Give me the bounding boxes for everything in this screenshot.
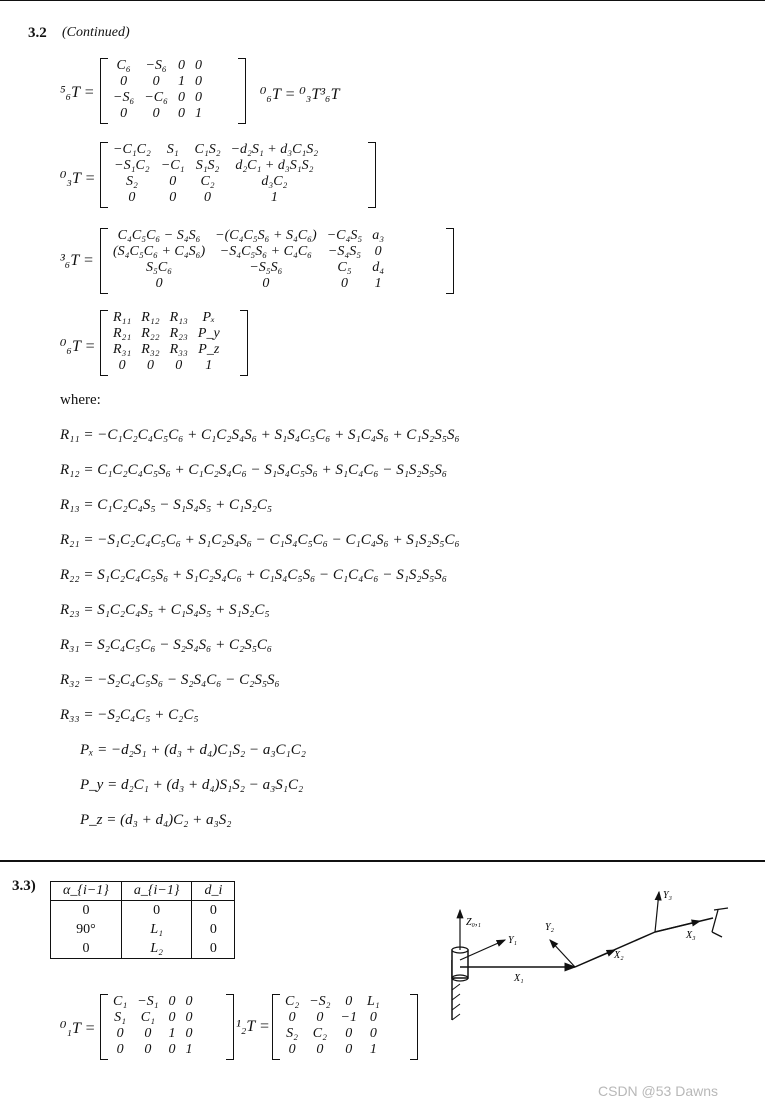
matrix-cell: −S₄S₅	[327, 244, 362, 259]
dh-parameter-table	[50, 881, 235, 959]
matrix-cell: R₁₁	[113, 310, 132, 325]
dh-cell: L₁	[121, 920, 192, 939]
matrix-cell: 0	[175, 358, 183, 373]
matrix-cell: 1	[185, 1042, 193, 1057]
matrix-cell: 0	[288, 1010, 296, 1025]
matrix-row	[108, 260, 389, 276]
matrix-cell: 1	[369, 1042, 377, 1057]
matrix-label-0-1: ⁰₁T =	[60, 1020, 96, 1037]
matrix-cell: 0	[262, 276, 270, 291]
matrix-cell: C₆	[116, 58, 131, 73]
matrix-cell: d₃C₂	[261, 174, 288, 189]
equation-r32: R₃₂ = −S₂C₄C₅S₆ − S₂S₄C₆ − C₂S₅S₆	[60, 672, 280, 688]
matrix-cell: 0	[185, 1010, 193, 1025]
matrix-row	[108, 228, 389, 244]
matrix-cell: 0	[169, 174, 177, 189]
matrix-cell: 0	[345, 1026, 353, 1041]
watermark: CSDN @53 Dawns	[598, 1083, 719, 1099]
matrix-row	[108, 174, 323, 190]
matrix-cell: 0	[118, 358, 126, 373]
matrix-row	[108, 342, 225, 358]
bracket-right	[238, 58, 246, 124]
dh-header-alpha: α_{i−1}	[51, 882, 122, 901]
matrix-cell: 0	[316, 1010, 324, 1025]
matrix-1-2	[280, 994, 385, 1058]
matrix-row	[108, 74, 207, 90]
matrix-cell: 0	[177, 90, 185, 105]
matrix-cell: C₂	[312, 1026, 327, 1041]
matrix-cell: S₂	[286, 1026, 299, 1041]
matrix-row	[108, 158, 323, 174]
section-number-3-2: 3.2	[28, 25, 47, 41]
matrix-cell: −S₆	[145, 58, 167, 73]
matrix-cell: −d₂S₁ + d₃C₁S₂	[230, 142, 319, 157]
matrix-label-5-6: ⁵₆T =	[60, 84, 95, 101]
matrix-cell: C₂	[200, 174, 215, 189]
matrix-row	[108, 1010, 198, 1026]
matrix-cell: C₁	[113, 994, 128, 1009]
matrix-row	[108, 326, 225, 342]
dh-cell: 0	[192, 939, 235, 959]
label-y2: Y₂	[545, 922, 555, 933]
section-number-3-3: 3.3)	[12, 878, 36, 894]
matrix-cell: 0	[194, 58, 202, 73]
matrix-cell: C₁S₂	[194, 142, 221, 157]
matrix-cell: a₃	[372, 228, 385, 243]
matrix-cell: R₂₂	[141, 326, 160, 341]
bracket-left	[272, 994, 280, 1060]
matrix-row	[108, 106, 207, 122]
equation-r21: R₂₁ = −S₁C₂C₄C₅C₆ + S₁C₂S₄S₆ − C₁S₄C₅C₆ − C₁C₄S₆ + S₁S₂S₅C₆	[60, 532, 460, 548]
matrix-row	[108, 994, 198, 1010]
matrix-cell: 0	[144, 1026, 152, 1041]
bracket-right	[410, 994, 418, 1060]
bracket-left	[100, 142, 108, 208]
bracket-right	[226, 994, 234, 1060]
matrix-cell: −S₁C₂	[114, 158, 150, 173]
label-y3: Y₃	[663, 890, 673, 901]
matrix-cell: 1	[194, 106, 202, 121]
matrix-row	[108, 310, 225, 326]
dh-cell: 0	[192, 920, 235, 939]
matrix-cell: C₅	[337, 260, 352, 275]
dh-cell: 0	[51, 939, 122, 959]
bracket-left	[100, 310, 108, 376]
matrix-cell: −(C₄C₅S₆ + S₄C₆)	[215, 228, 317, 243]
label-z01: Z₀,₁	[466, 917, 482, 928]
dh-cell: 0	[51, 901, 122, 921]
matrix-cell: Pₓ	[202, 310, 216, 325]
equation-r31: R₃₁ = S₂C₄C₅C₆ − S₂S₄S₆ + C₂S₅C₆	[60, 637, 273, 653]
matrix-row	[108, 142, 323, 158]
matrix-cell: 0	[194, 74, 202, 89]
matrix-row	[108, 1042, 198, 1058]
bracket-left	[100, 58, 108, 124]
matrix-cell: 0	[169, 190, 177, 205]
matrix-cell: 0	[340, 276, 348, 291]
matrix-cell: 1	[374, 276, 382, 291]
matrix-cell: −C₆	[144, 90, 168, 105]
matrix-cell: S₁	[166, 142, 179, 157]
label-x3: X₃	[686, 930, 696, 941]
matrix-product-label: ⁰₆T = ⁰₃T³₆T	[260, 86, 340, 103]
matrix-cell: 0	[177, 58, 185, 73]
bracket-right	[446, 228, 454, 294]
matrix-cell: S₁S₂	[195, 158, 220, 173]
matrix-cell: 0	[152, 74, 160, 89]
matrix-0-3	[108, 142, 323, 206]
dh-cell: 90°	[51, 920, 122, 939]
matrix-cell: R₂₁	[113, 326, 132, 341]
matrix-cell: R₁₃	[169, 310, 188, 325]
matrix-cell: −S₂	[309, 994, 331, 1009]
matrix-cell: S₁	[114, 1010, 127, 1025]
equation-r33: R₃₃ = −S₂C₄C₅ + C₂C₅	[60, 707, 199, 723]
matrix-row	[280, 994, 385, 1010]
matrix-cell: 0	[345, 994, 353, 1009]
bracket-right	[368, 142, 376, 208]
matrix-cell: C₁	[140, 1010, 155, 1025]
matrix-cell: −S₁	[137, 994, 159, 1009]
matrix-cell: 0	[345, 1042, 353, 1057]
robot-arm-figure	[430, 880, 750, 1030]
dh-cell: 0	[121, 901, 192, 921]
matrix-cell: 0	[128, 190, 136, 205]
matrix-cell: 0	[116, 1026, 124, 1041]
matrix-cell: 0	[194, 90, 202, 105]
matrix-cell: 0	[185, 994, 193, 1009]
dh-header-d: d_i	[192, 882, 235, 901]
matrix-row	[108, 1026, 198, 1042]
matrix-3-6	[108, 228, 389, 292]
matrix-cell: −1	[340, 1010, 357, 1025]
equation-py: P_y = d₂C₁ + (d₃ + d₄)S₁S₂ − a₃S₁C₂	[80, 777, 304, 793]
matrix-cell: 1	[177, 74, 185, 89]
matrix-cell: 1	[168, 1026, 176, 1041]
matrix-cell: 0	[369, 1026, 377, 1041]
equation-r23: R₂₃ = S₁C₂C₄S₅ + C₁S₄S₅ + S₁S₂C₅	[60, 602, 270, 618]
matrix-0-6	[108, 310, 225, 374]
matrix-cell: 0	[369, 1010, 377, 1025]
matrix-row	[108, 190, 323, 206]
matrix-cell: 0	[168, 1010, 176, 1025]
matrix-cell: 0	[146, 358, 154, 373]
section-divider	[0, 860, 765, 862]
matrix-row	[280, 1042, 385, 1058]
matrix-row	[280, 1010, 385, 1026]
matrix-label-0-6: ⁰₆T =	[60, 338, 96, 355]
label-x1: X₁	[514, 973, 524, 984]
label-x2: X₂	[614, 950, 624, 961]
matrix-cell: S₂	[125, 174, 138, 189]
matrix-cell: −S₆	[113, 90, 135, 105]
equation-r12: R₁₂ = C₁C₂C₄C₅S₆ + C₁C₂S₄C₆ − S₁S₄C₅S₆ + S₁C₄C₆ − S₁S₂S₅S₆	[60, 462, 448, 478]
matrix-cell: C₄C₅C₆ − S₄S₆	[117, 228, 201, 243]
matrix-cell: 1	[205, 358, 213, 373]
matrix-cell: R₃₃	[169, 342, 188, 357]
equation-r22: R₂₂ = S₁C₂C₄C₅S₆ + S₁C₂S₄C₆ + C₁S₄C₅S₆ − C₁C₄C₆ − S₁S₂S₅S₆	[60, 567, 448, 583]
matrix-cell: P_z	[198, 342, 220, 357]
section-heading-continued: (Continued)	[62, 25, 130, 40]
equation-px: Pₓ = −d₂S₁ + (d₃ + d₄)C₁S₂ − a₃C₁C₂	[80, 742, 306, 758]
matrix-cell: d₄	[372, 260, 385, 275]
matrix-cell: 0	[316, 1042, 324, 1057]
equation-pz: P_z = (d₃ + d₄)C₂ + a₃S₂	[80, 812, 232, 828]
matrix-cell: 0	[155, 276, 163, 291]
matrix-cell: R₁₂	[141, 310, 160, 325]
matrix-cell: P_y	[197, 326, 220, 341]
matrix-cell: 0	[116, 1042, 124, 1057]
matrix-row	[108, 90, 207, 106]
equation-r13: R₁₃ = C₁C₂C₄S₅ − S₁S₄S₅ + C₁S₂C₅	[60, 497, 273, 513]
dh-cell: L₂	[121, 939, 192, 959]
matrix-5-6	[108, 58, 207, 122]
matrix-row	[108, 244, 389, 260]
where-label: where:	[60, 392, 101, 408]
matrix-cell: (S₄C₅C₆ + C₄S₆)	[113, 244, 206, 259]
matrix-row	[108, 358, 225, 374]
matrix-cell: 1	[270, 190, 278, 205]
matrix-cell: R₂₃	[169, 326, 188, 341]
matrix-cell: 0	[144, 1042, 152, 1057]
matrix-cell: −C₁	[160, 158, 185, 173]
label-y1: Y₁	[508, 935, 518, 946]
matrix-cell: 0	[177, 106, 185, 121]
equation-r11: R₁₁ = −C₁C₂C₄C₅C₆ + C₁C₂S₄S₆ + S₁S₄C₅C₆ + S₁C₄S₆ + C₁S₂S₅S₆	[60, 427, 460, 443]
matrix-row	[108, 58, 207, 74]
matrix-cell: 0	[374, 244, 382, 259]
matrix-cell: 0	[120, 74, 128, 89]
matrix-cell: C₂	[285, 994, 300, 1009]
matrix-cell: −S₅S₆	[249, 260, 283, 275]
matrix-cell: R₃₁	[113, 342, 132, 357]
matrix-cell: d₂C₁ + d₃S₁S₂	[235, 158, 314, 173]
top-rule	[0, 0, 765, 1]
matrix-cell: 0	[185, 1026, 193, 1041]
bracket-left	[100, 228, 108, 294]
matrix-cell: 0	[168, 994, 176, 1009]
matrix-cell: 0	[288, 1042, 296, 1057]
matrix-cell: 0	[152, 106, 160, 121]
matrix-cell: −C₄S₅	[326, 228, 363, 243]
dh-cell: 0	[192, 901, 235, 921]
matrix-cell: S₅C₆	[146, 260, 173, 275]
matrix-label-0-3: ⁰₃T =	[60, 170, 96, 187]
matrix-cell: −S₄C₅S₆ + C₄C₆	[219, 244, 313, 259]
matrix-label-1-2: ¹₂T =	[236, 1018, 270, 1035]
matrix-row	[108, 276, 389, 292]
matrix-cell: 0	[168, 1042, 176, 1057]
matrix-row	[280, 1026, 385, 1042]
dh-header-a: a_{i−1}	[121, 882, 192, 901]
matrix-label-3-6: ³₆T =	[60, 252, 94, 269]
matrix-0-1	[108, 994, 198, 1058]
matrix-cell: R₃₂	[141, 342, 160, 357]
bracket-right	[240, 310, 248, 376]
bracket-left	[100, 994, 108, 1060]
matrix-cell: 0	[120, 106, 128, 121]
matrix-cell: −C₁C₂	[113, 142, 151, 157]
matrix-cell: L₁	[367, 994, 380, 1009]
matrix-cell: 0	[204, 190, 212, 205]
